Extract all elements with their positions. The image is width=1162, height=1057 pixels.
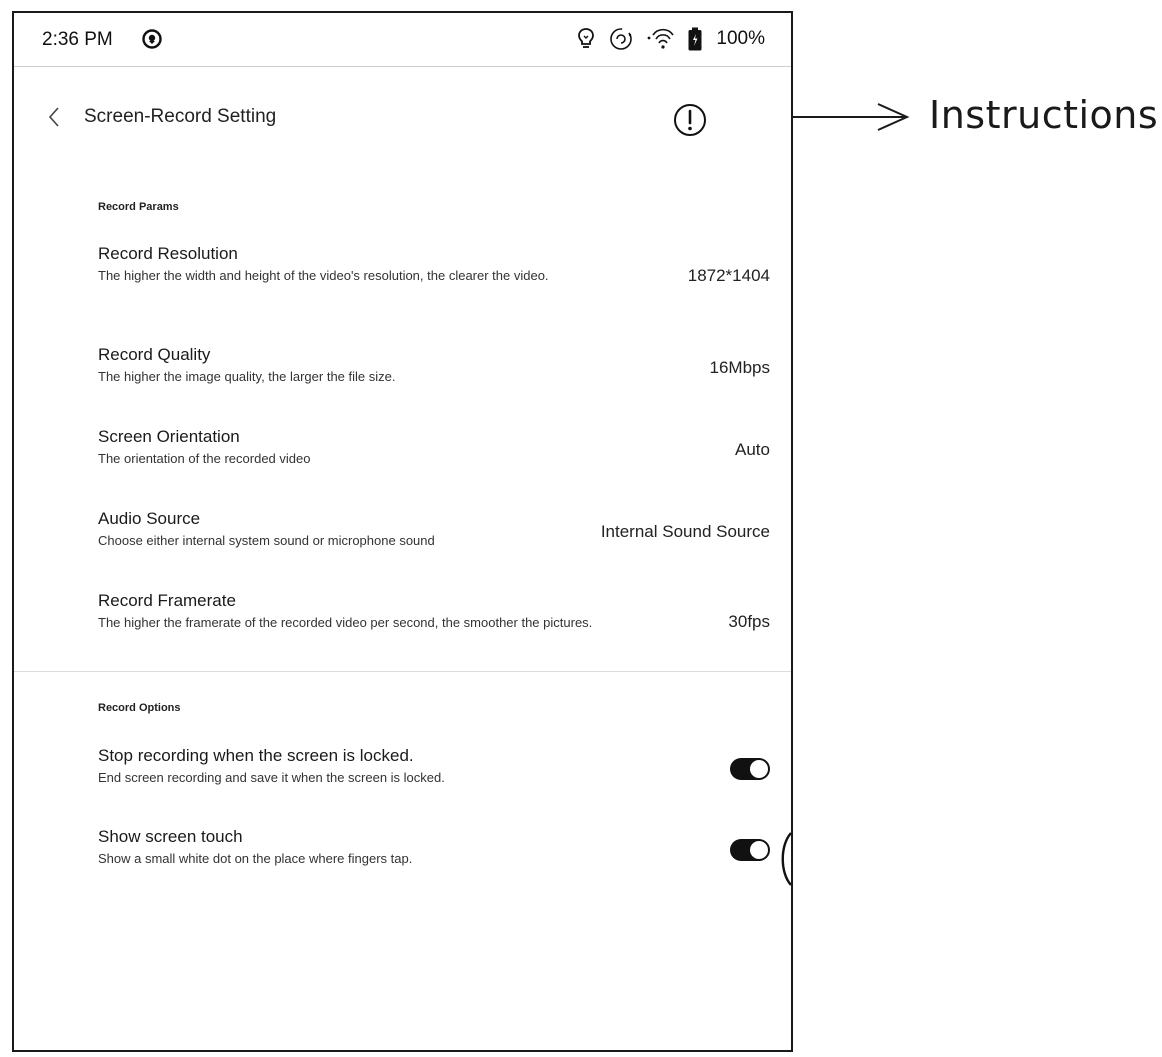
setting-description: End screen recording and save it when the screen is locked. [98,770,445,785]
instructions-callout-label: Instructions [929,93,1159,137]
setting-row-record-framerate[interactable] [98,591,770,631]
sync-icon [608,26,634,52]
setting-title: Record Resolution [98,244,238,263]
section-title-record-options: Record Options [98,702,181,714]
setting-description: The higher the image quality, the larger the file size. [98,369,396,384]
setting-description: Show a small white dot on the place where fingers tap. [98,851,413,866]
lightbulb-icon [576,27,596,51]
setting-value: 1872*1404 [687,266,770,285]
setting-title: Record Quality [98,345,211,364]
toggle-knob [750,760,768,778]
scroll-edge-mark [776,831,793,887]
setting-title: Record Framerate [98,591,236,610]
wifi-icon [646,27,676,51]
battery-percentage: 100% [716,28,765,49]
battery-icon [688,27,702,51]
setting-value: Auto [735,440,770,459]
setting-row-show-screen-touch[interactable] [98,827,770,867]
chevron-left-icon[interactable] [46,105,62,129]
status-icons [576,26,765,52]
setting-row-audio-source[interactable] [98,509,770,549]
setting-description: The orientation of the recorded video [98,451,311,466]
setting-value: 16Mbps [709,358,770,377]
setting-row-stop-on-lock[interactable] [98,746,770,786]
setting-title: Stop recording when the screen is locked. [98,746,414,765]
section-title-record-params: Record Params [98,201,179,213]
setting-row-record-resolution[interactable] [98,244,770,284]
device-screen [12,11,793,1052]
exclamation-circle-icon[interactable] [673,103,707,137]
section-divider [14,671,791,672]
setting-description: The higher the width and height of the video's resolution, the clearer the video. [98,268,549,283]
show-screen-touch-toggle[interactable] [730,839,770,861]
status-bar [14,13,791,67]
pin-circle-icon [142,29,162,49]
setting-title: Show screen touch [98,827,243,846]
setting-title: Audio Source [98,509,201,528]
toggle-knob [750,841,768,859]
setting-description: The higher the framerate of the recorded video per second, the smoother the pictures. [98,615,593,630]
setting-row-record-quality[interactable] [98,345,770,385]
setting-row-screen-orientation[interactable] [98,427,770,467]
setting-title: Screen Orientation [98,427,240,446]
setting-value: 30fps [728,612,770,631]
setting-description: Choose either internal system sound or microphone sound [98,533,435,548]
status-time: 2:36 PM [42,29,113,50]
page-title: Screen-Record Setting [84,106,277,127]
page-header [14,67,791,167]
setting-value: Internal Sound Source [600,522,770,541]
stop-on-lock-toggle[interactable] [730,758,770,780]
